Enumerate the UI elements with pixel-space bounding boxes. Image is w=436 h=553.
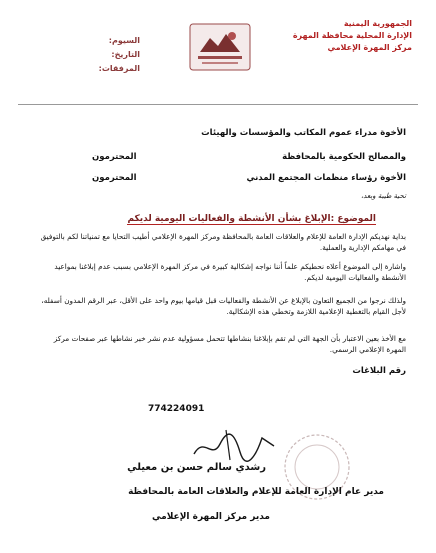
report-phone-number: 774224091 — [148, 404, 205, 414]
date-label: التاريخ: — [111, 50, 140, 59]
addressee-line-2: والمصالح الحكومية بالمحافظة — [282, 152, 406, 162]
addressee-line-3: الأخوة رؤساء منظمات المجتمع المدني — [246, 173, 406, 183]
attachments-label: المرفقات: — [98, 64, 140, 73]
subject-text: الموضوع :الإبلاغ بشأن الأنشطة والفعاليات اليومية لديكم — [127, 214, 376, 224]
signatory-name: رشدي سالم حسن بن معيلي — [127, 462, 266, 473]
body-paragraph-4: مع الأخذ بعين الاعتبار بأن الجهة التي لم تقم بإبلاغنا بنشاطها تتحمل مسؤولية عدم نشر خبر نشاطها عبر صفحات مركز المهرة الإعلامي الرسمي. — [53, 334, 406, 354]
header-divider — [18, 104, 418, 105]
center-logo-icon — [186, 20, 254, 74]
greeting: تحية طيبة وبعد، — [361, 192, 406, 200]
reference-fields — [30, 34, 140, 76]
letterhead-line-1: الجمهورية اليمنية — [343, 19, 412, 28]
body-paragraph-2: واشارة إلى الموضوع أعلاه نحطيكم علماً أننا نواجه إشكالية كبيرة في مركز المهرة الإعلامي بسبب عدم إبلاغنا بمواعيد الأنشطة والفعاليات اليومية لديكم. — [54, 262, 406, 282]
subject-line — [127, 214, 376, 224]
addressee-respect-1: المحترمون — [92, 152, 137, 162]
addressee-line-1: الأخوة مدراء عموم المكاتب والمؤسسات والهيئات — [201, 128, 406, 138]
body-paragraph-1: بداية نهديكم الإدارة العامة للإعلام والعلاقات العامة بالمحافظة ومركز المهرة الإعلامي أطيب التحايا مع تمنياتنا لكم بالتوفيق في مهامكم الإدارية والعملية. — [40, 232, 406, 252]
signatory-title-2: مدير مركز المهرة الإعلامي — [152, 512, 270, 522]
reference-number-label: السيوم: — [108, 36, 140, 45]
letterhead-right — [262, 18, 412, 54]
letterhead-line-3: مركز المهرة الإعلامي — [327, 43, 412, 52]
letterhead-line-2: الإدارة المحلية محافظة المهرة — [292, 31, 412, 40]
body-paragraph-3: ولذلك نرجوا من الجميع التعاون بالإبلاغ عن الأنشطة والفعاليات قبل قيامها بيوم واحد على الأقل، عبر الرقم المدون أسفله، لأجل القيام بالتغطية الإعلامية اللازمة وتخطي هذه الإشكالية. — [41, 296, 406, 316]
addressee-respect-2: المحترمون — [92, 173, 137, 183]
report-number-label: رقم البلاغات — [352, 366, 406, 376]
signatory-title-1: مدير عام الإدارة العامة للإعلام والعلاقات العامة بالمحافظة — [128, 487, 384, 497]
